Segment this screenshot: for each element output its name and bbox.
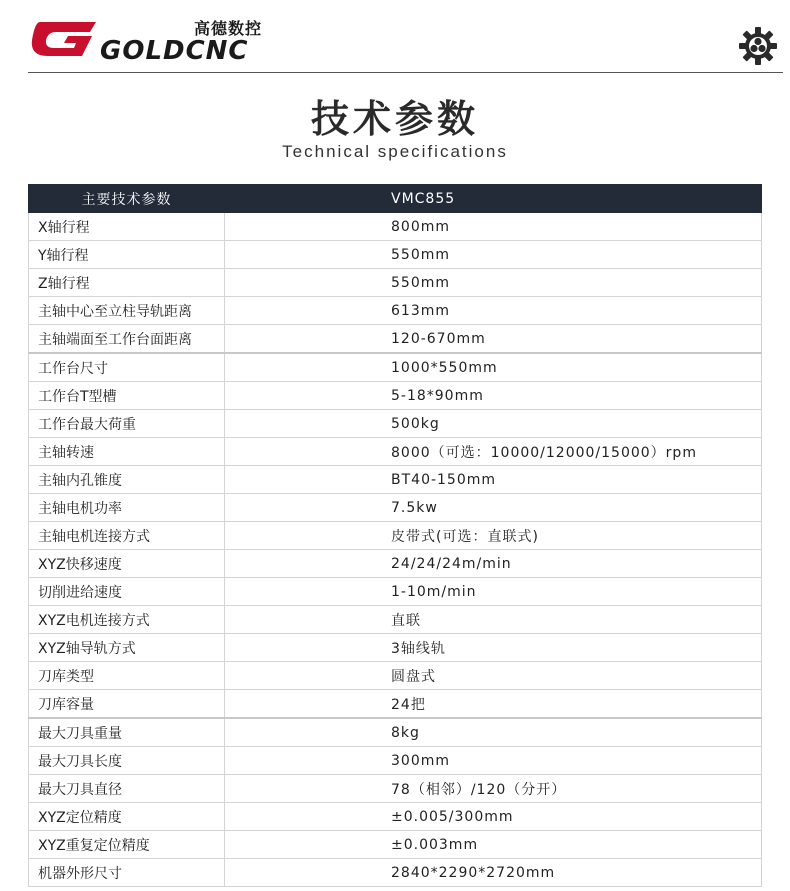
spec-value: 500kg: [225, 410, 762, 438]
table-row: [29, 213, 762, 241]
table-row: [29, 831, 762, 859]
spec-value: 1-10m/min: [225, 578, 762, 606]
spec-value: 550mm: [225, 269, 762, 297]
spec-value: 8000（可选：10000/12000/15000）rpm: [225, 438, 762, 466]
spec-value: 300mm: [225, 747, 762, 775]
spec-label: 工作台T型槽: [29, 382, 225, 410]
spec-value: 120-670mm: [225, 325, 762, 354]
brand-logo[interactable]: [30, 16, 263, 66]
spec-label: 最大刀具直径: [29, 775, 225, 803]
spec-value: 3轴线轨: [225, 634, 762, 662]
table-row: [29, 662, 762, 690]
table-row: [29, 747, 762, 775]
spec-value: 1000*550mm: [225, 353, 762, 382]
header-divider: [28, 72, 783, 73]
spec-label: XYZ轴导轨方式: [29, 634, 225, 662]
table-row: [29, 690, 762, 719]
spec-value: 24把: [225, 690, 762, 719]
spec-label: 工作台最大荷重: [29, 410, 225, 438]
logo-chinese-text: 高德数控: [194, 19, 263, 38]
spec-value: 78（相邻）/120（分开）: [225, 775, 762, 803]
page-header: [0, 0, 790, 74]
spec-label: 主轴转速: [29, 438, 225, 466]
spec-value: 613mm: [225, 297, 762, 325]
table-row: [29, 269, 762, 297]
spec-label: XYZ重复定位精度: [29, 831, 225, 859]
table-row: [29, 550, 762, 578]
table-row: [29, 803, 762, 831]
table-row: [29, 382, 762, 410]
spec-label: 主轴端面至工作台面距离: [29, 325, 225, 354]
table-row: [29, 241, 762, 269]
spec-label: 刀库容量: [29, 690, 225, 719]
spec-value: 7.5kw: [225, 494, 762, 522]
spec-label: 主轴中心至立柱导轨距离: [29, 297, 225, 325]
table-row: [29, 578, 762, 606]
table-row: [29, 522, 762, 550]
table-row: [29, 606, 762, 634]
spec-value: 5-18*90mm: [225, 382, 762, 410]
spec-label: XYZ电机连接方式: [29, 606, 225, 634]
spec-value: 800mm: [225, 213, 762, 241]
table-row: [29, 634, 762, 662]
spec-label: 主轴电机功率: [29, 494, 225, 522]
spec-value: 皮带式(可选：直联式): [225, 522, 762, 550]
spec-value: ±0.005/300mm: [225, 803, 762, 831]
gear-icon[interactable]: [738, 26, 778, 66]
spec-label: X轴行程: [29, 213, 225, 241]
spec-label: 最大刀具重量: [29, 718, 225, 747]
logo-g-mark: [30, 16, 102, 62]
spec-value: 550mm: [225, 241, 762, 269]
spec-value: 圆盘式: [225, 662, 762, 690]
table-row: [29, 859, 762, 887]
spec-value: 24/24/24m/min: [225, 550, 762, 578]
table-header-row: [29, 185, 762, 213]
spec-label: 刀库类型: [29, 662, 225, 690]
spec-label: 机器外形尺寸: [29, 859, 225, 887]
logo-wordmark: GOLDCNC: [100, 36, 249, 66]
table-row: [29, 494, 762, 522]
table-row: [29, 438, 762, 466]
spec-value: 2840*2290*2720mm: [225, 859, 762, 887]
spec-value: 直联: [225, 606, 762, 634]
spec-label: Z轴行程: [29, 269, 225, 297]
spec-label: 工作台尺寸: [29, 353, 225, 382]
spec-value: ±0.003mm: [225, 831, 762, 859]
spec-value: 8kg: [225, 718, 762, 747]
page-title: 技术参数: [310, 97, 479, 141]
spec-label: 主轴电机连接方式: [29, 522, 225, 550]
spec-label: 切削进给速度: [29, 578, 225, 606]
spec-value: BT40-150mm: [225, 466, 762, 494]
table-row: [29, 410, 762, 438]
table-row: [29, 775, 762, 803]
column-header-parameter: 主要技术参数: [29, 185, 225, 213]
table-row: [29, 353, 762, 382]
page-subtitle: Technical specifications: [282, 142, 508, 161]
table-row: [29, 466, 762, 494]
table-row: [29, 718, 762, 747]
spec-label: 最大刀具长度: [29, 747, 225, 775]
spec-label: XYZ定位精度: [29, 803, 225, 831]
spec-table: [28, 184, 762, 887]
table-row: [29, 325, 762, 354]
spec-label: 主轴内孔锥度: [29, 466, 225, 494]
spec-label: Y轴行程: [29, 241, 225, 269]
table-row: [29, 297, 762, 325]
spec-label: XYZ快移速度: [29, 550, 225, 578]
column-header-model: VMC855: [225, 185, 762, 213]
